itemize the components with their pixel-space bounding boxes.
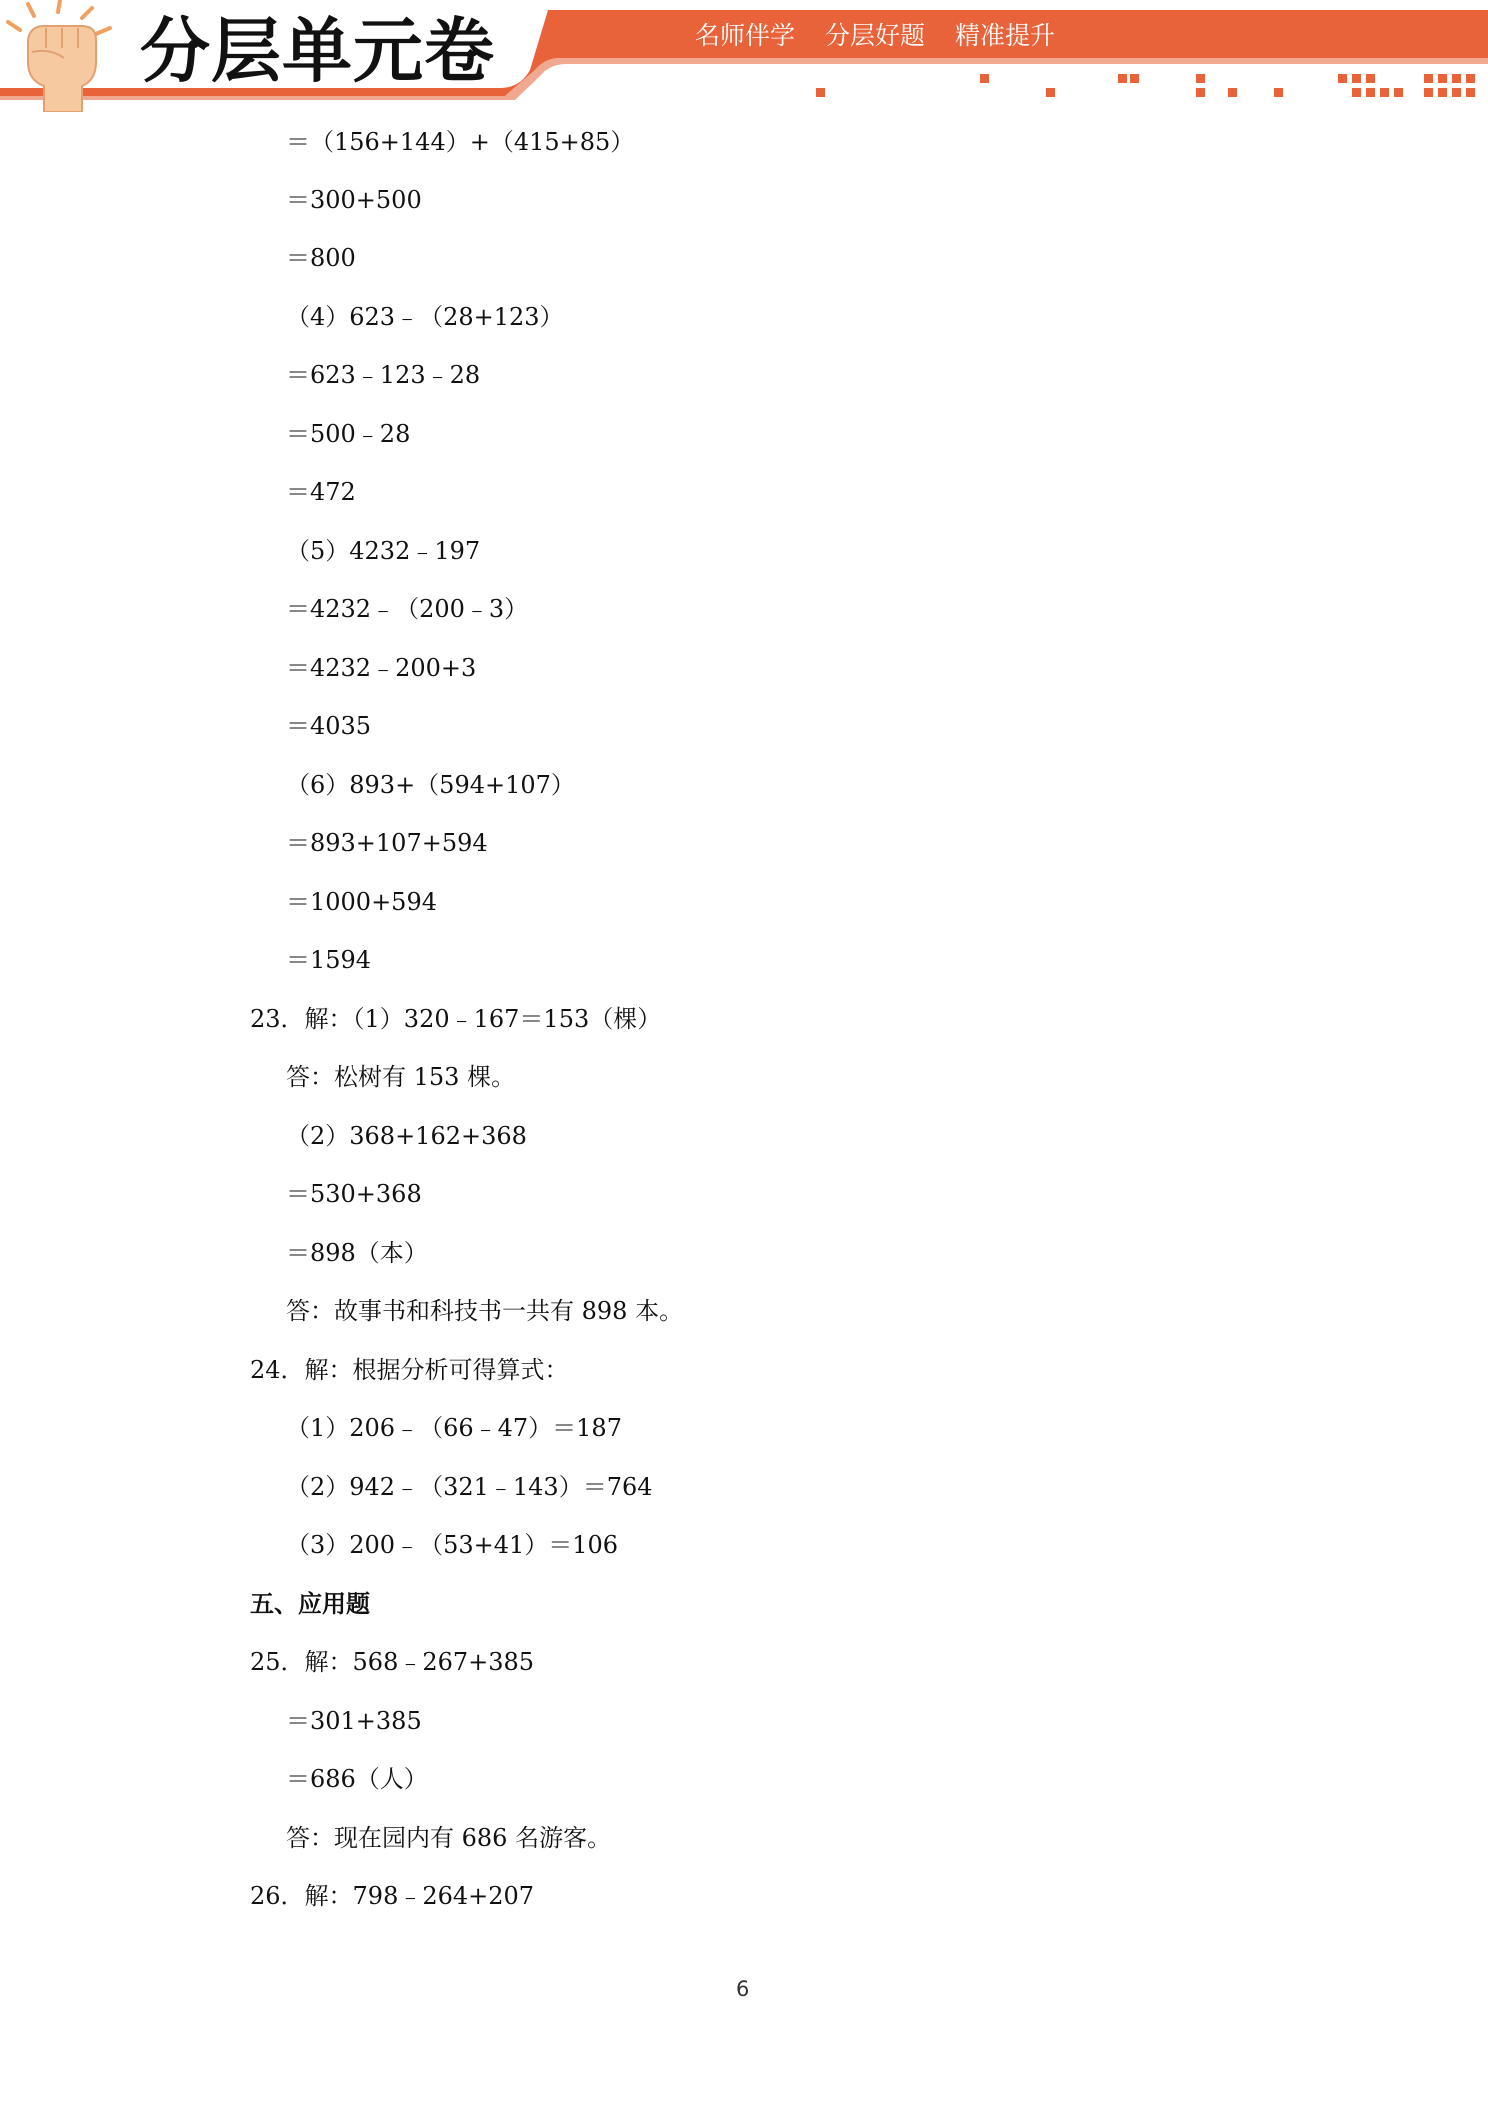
answer-line: ＝4035 <box>286 712 372 740</box>
answer-line: 答：故事书和科技书一共有 898 本。 <box>286 1297 684 1325</box>
slogan-3: 精准提升 <box>954 21 1055 50</box>
answer-line: ＝500﹣28 <box>286 420 411 448</box>
slogan-2: 分层好题 <box>824 21 925 50</box>
decorative-squares <box>816 74 1475 97</box>
slogan-1: 名师伴学 <box>695 21 796 50</box>
answer-line: ＝4232﹣200+3 <box>286 654 477 682</box>
answer-line: 答：现在园内有 686 名游客。 <box>286 1824 612 1852</box>
header-title: 分层单元卷 <box>140 10 495 92</box>
answer-line: （2）368+162+368 <box>286 1122 527 1150</box>
answer-line: （2）942﹣（321﹣143）＝764 <box>286 1473 653 1501</box>
answer-line: ＝301+385 <box>286 1707 422 1735</box>
page-header <box>0 0 1488 112</box>
answer-line: （1）206﹣（66﹣47）＝187 <box>286 1414 622 1442</box>
page-number: 6 <box>736 1977 750 2001</box>
answer-line: ＝530+368 <box>286 1180 422 1208</box>
answer-line: ＝686（人） <box>286 1765 428 1793</box>
answer-line: ＝898（本） <box>286 1239 428 1267</box>
answer-line: ＝（156+144）+（415+85） <box>286 128 635 156</box>
question-23-line: 23．解：（1）320﹣167＝153（棵） <box>250 1005 662 1033</box>
question-25-line: 25．解：568﹣267+385 <box>250 1648 535 1676</box>
answer-line: （6）893+（594+107） <box>286 771 575 799</box>
answer-line: ＝623﹣123﹣28 <box>286 361 481 389</box>
header-slogan <box>695 20 1077 52</box>
question-26-line: 26．解：798﹣264+207 <box>250 1882 535 1910</box>
answer-line: （3）200﹣（53+41）＝106 <box>286 1531 619 1559</box>
answer-line: ＝300+500 <box>286 186 422 214</box>
section-heading: 五、应用题 <box>250 1590 370 1618</box>
answer-line: 答：松树有 153 棵。 <box>286 1063 516 1091</box>
answer-line: ＝4232﹣（200﹣3） <box>286 595 529 623</box>
answer-line: ＝800 <box>286 244 356 272</box>
answer-line: （4）623﹣（28+123） <box>286 303 564 331</box>
answer-line: ＝893+107+594 <box>286 829 488 857</box>
answer-line: ＝1594 <box>286 946 372 974</box>
answer-line: ＝472 <box>286 478 356 506</box>
question-24-line: 24．解：根据分析可得算式： <box>250 1356 569 1384</box>
answer-line: ＝1000+594 <box>286 888 437 916</box>
answer-line: （5）4232﹣197 <box>286 537 481 565</box>
